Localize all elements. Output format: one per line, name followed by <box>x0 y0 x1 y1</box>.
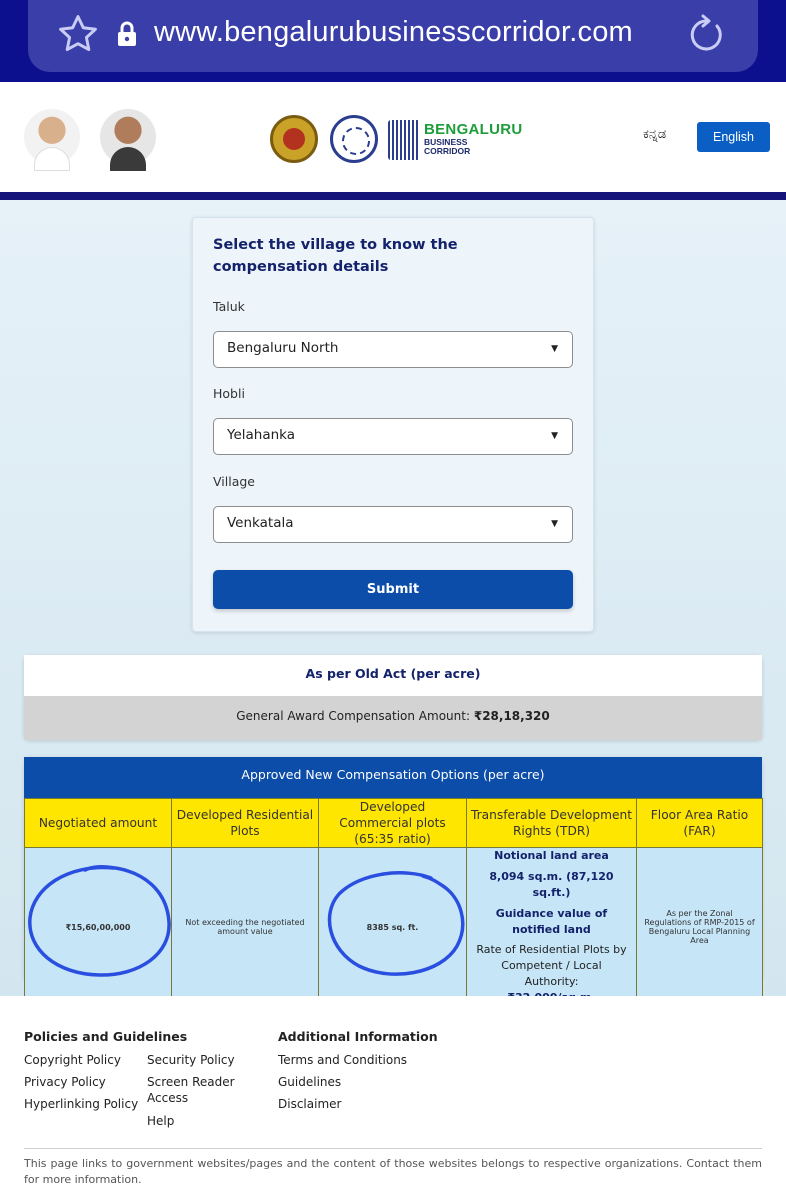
copyright-policy-link[interactable]: Copyright Policy <box>24 1053 121 1067</box>
leader-portrait <box>100 109 156 165</box>
negotiated-amount-cell <box>25 848 172 1007</box>
guidelines-link[interactable]: Guidelines <box>278 1075 342 1089</box>
column-header: Transferable Development Rights (TDR) <box>467 799 637 848</box>
url-text[interactable]: www.bengalurubusinesscorridor.com <box>154 16 633 48</box>
browser-toolbar <box>0 0 786 82</box>
hobli-selected-value: Yelahanka <box>227 427 296 443</box>
rate-text: Rate of Residential Plots by Competent / Local Authority: <box>476 943 627 988</box>
commercial-plots-cell <box>319 848 467 1007</box>
site-footer <box>0 996 786 1199</box>
hobli-label: Hobli <box>213 386 245 401</box>
dropdown-caret-icon: ▼ <box>551 519 558 529</box>
main-content <box>0 200 786 996</box>
footer-divider <box>24 1148 762 1149</box>
taluk-select[interactable] <box>213 331 573 368</box>
english-language-button[interactable]: English <box>697 122 770 152</box>
karnataka-emblem-icon <box>270 115 318 163</box>
general-award-row <box>24 696 762 740</box>
development-authority-seal-icon <box>330 115 378 163</box>
screen-reader-access-link[interactable]: Screen Reader Access <box>147 1075 235 1105</box>
taluk-selected-value: Bengaluru North <box>227 340 339 356</box>
village-label: Village <box>213 474 255 489</box>
notional-land-value: 8,094 sq.m. (87,120 sq.ft.) <box>489 870 614 899</box>
general-award-label: General Award Compensation Amount: <box>236 709 471 723</box>
new-compensation-card <box>24 757 762 988</box>
taluk-label: Taluk <box>213 299 245 314</box>
village-select[interactable] <box>213 506 573 543</box>
star-icon[interactable] <box>56 12 100 56</box>
compensation-options-table <box>24 798 763 1007</box>
column-header: Developed Residential Plots <box>172 799 319 848</box>
column-header: Negotiated amount <box>25 799 172 848</box>
column-header: Developed Commercial plots (65:35 ratio) <box>319 799 467 848</box>
policies-heading: Policies and Guidelines <box>24 1029 188 1044</box>
kannada-language-link[interactable]: ಕನ್ನಡ <box>643 127 667 142</box>
privacy-policy-link[interactable]: Privacy Policy <box>24 1075 106 1089</box>
new-compensation-title: Approved New Compensation Options (per acre) <box>24 757 762 798</box>
site-header <box>0 82 786 192</box>
help-link[interactable]: Help <box>147 1114 175 1128</box>
footer-note: This page links to government websites/pages and the content of those websites belongs to respective organizations. Contact them for more information. <box>24 1157 762 1186</box>
negotiated-amount-value: ₹15,60,00,000 <box>65 922 131 932</box>
address-bar[interactable] <box>28 0 758 72</box>
far-cell: As per the Zonal Regulations of RMP-2015 of Bengaluru Local Planning Area <box>637 848 763 1007</box>
residential-plots-cell: Not exceeding the negotiated amount value <box>172 848 319 1007</box>
village-selection-form <box>192 217 594 632</box>
disclaimer-link[interactable]: Disclaimer <box>278 1097 342 1111</box>
hobli-select[interactable] <box>213 418 573 455</box>
old-act-card <box>24 655 762 740</box>
security-policy-link[interactable]: Security Policy <box>147 1053 235 1067</box>
header-divider <box>0 192 786 200</box>
old-act-title: As per Old Act (per acre) <box>24 655 762 696</box>
logo-b-mark-icon <box>388 120 420 160</box>
submit-button[interactable]: Submit <box>213 570 573 609</box>
notional-land-label: Notional land area <box>494 849 609 862</box>
reload-icon[interactable] <box>686 12 726 56</box>
general-award-amount: ₹28,18,320 <box>473 709 550 723</box>
additional-info-heading: Additional Information <box>278 1029 438 1044</box>
commercial-plots-value: 8385 sq. ft. <box>366 922 419 932</box>
logo-subtitle: BUSINESS CORRIDOR <box>424 137 471 156</box>
leader-portrait <box>24 109 80 165</box>
dropdown-caret-icon: ▼ <box>551 431 558 441</box>
hand-drawn-circle-annotation <box>27 862 173 980</box>
guidance-value-label: Guidance value of notified land <box>495 907 608 936</box>
hyperlinking-policy-link[interactable]: Hyperlinking Policy <box>24 1097 139 1111</box>
village-selected-value: Venkatala <box>227 515 294 531</box>
lock-icon <box>116 20 138 48</box>
dropdown-caret-icon: ▼ <box>551 344 558 354</box>
form-title: Select the village to know the compensation details <box>213 237 458 275</box>
logo-title: BENGALURU <box>424 121 523 138</box>
column-header: Floor Area Ratio (FAR) <box>637 799 763 848</box>
tdr-cell <box>467 848 637 1007</box>
bengaluru-business-corridor-logo[interactable] <box>388 120 523 160</box>
terms-link[interactable]: Terms and Conditions <box>278 1053 408 1067</box>
